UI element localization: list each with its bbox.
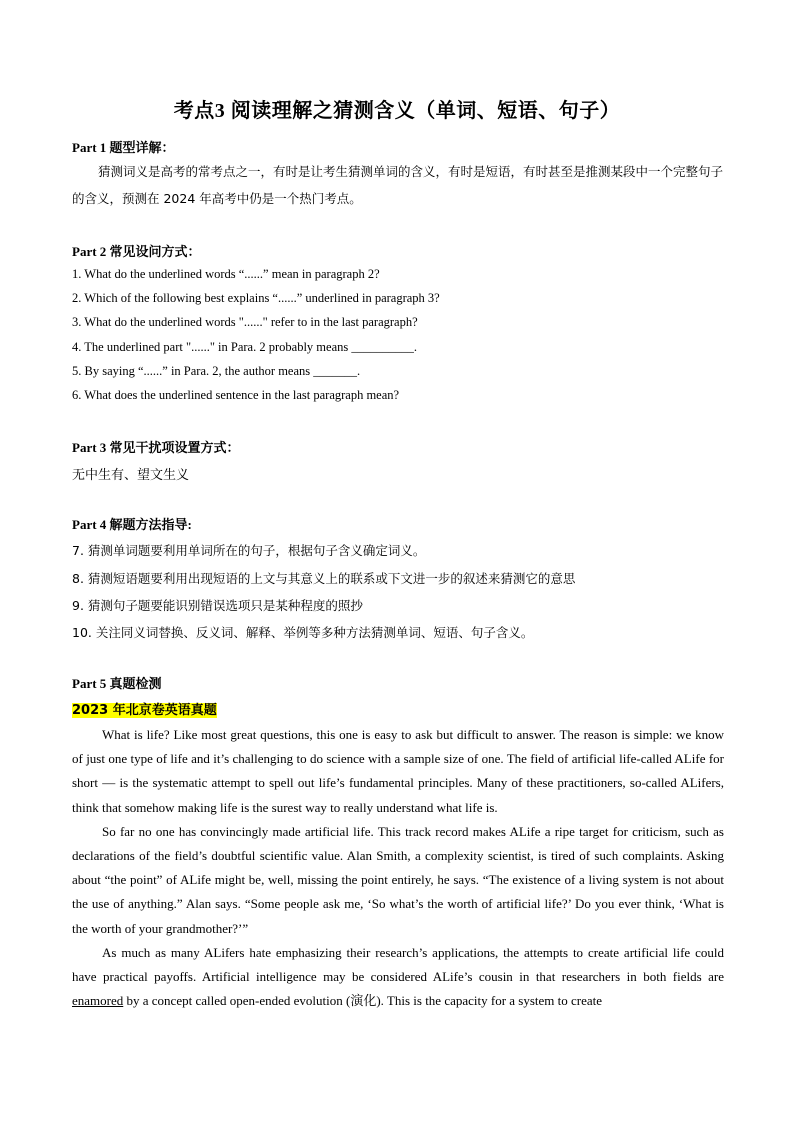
question-format-2: 2. Which of the following best explains “......” underlined in paragraph 3? <box>72 291 440 305</box>
underlined-word: enamored <box>72 993 124 1009</box>
document-title: 考点3 阅读理解之猜测含义（单词、短语、句子） <box>173 100 621 122</box>
question-format-5: 5. By saying “......” in Para. 2, the author means _______. <box>72 364 361 378</box>
part3-text: 无中生有、望文生义 <box>72 468 190 483</box>
paragraph-3-tail: by a concept called open-ended evolution (演化). This is the capacity for a system to create <box>123 993 603 1009</box>
question-format-6: 6. What does the underlined sentence in the last paragraph mean? <box>72 388 400 402</box>
question-format-3: 3. What do the underlined words "......" refer to in the last paragraph? <box>72 315 418 329</box>
highlighted-source: 2023 年北京卷英语真题 <box>72 703 217 718</box>
question-format-1: 1. What do the underlined words “......” mean in paragraph 2? <box>72 267 380 281</box>
reading-passage <box>72 723 724 1013</box>
passage-paragraph-1: What is life? Like most great questions, this one is easy to ask but difficult to answer. The reason is simple: we know of just one type of life and it’s challenging to do science with a sample size of one. The field of artificial life-called ALife for short — is the systematic attempt to spell out life’s fundamental principles. Many of these practitioners, so-called ALifers, think that somehow making life is the surest way to really understand what life is. <box>72 727 724 815</box>
part1-heading: Part 1 题型详解： <box>72 140 175 155</box>
paragraph-3-lead: As much as many ALifers hate emphasizing their research’s applications, the attempts to create artificial life could have practical payoffs. Artificial intelligence may be considered ALife’s cousin in that researchers in both fields are <box>72 944 724 985</box>
passage-paragraph-3 <box>72 941 724 1014</box>
passage-paragraph-2: So far no one has convincingly made artificial life. This track record makes ALife a ripe target for criticism, such as declarations of the field’s doubtful scientific value. Alan Smith, a complexity scientist, is tired of such complaints. Asking about “the point” of ALife might be, well, missing the point entirely, he says. “The existence of a living system is not about the use of anything.” Alan says. “Some people ask me, ‘So what’s the worth of artificial life?’ Do you ever think, ‘What is the worth of your grandmother?’” <box>72 823 724 936</box>
part1-text <box>72 158 724 212</box>
part4-heading: Part 4 解题方法指导: <box>72 517 192 532</box>
part3-heading: Part 3 常见干扰项设置方式： <box>72 440 240 455</box>
method-tip-10: 10. 关注同义词替换、反义词、解释、举例等多种方法猜测单词、短语、句子含义。 <box>72 625 534 640</box>
method-tip-9: 9. 猜测句子题要能识别错误选项只是某种程度的照抄 <box>72 598 363 613</box>
exam-source-label <box>72 699 217 718</box>
method-tip-7: 7. 猜测单词题要利用单词所在的句子，根据句子含义确定词义。 <box>72 543 426 558</box>
question-format-4: 4. The underlined part "......" in Para. 2 probably means __________. <box>72 340 417 354</box>
part2-heading: Part 2 常见设问方式： <box>72 244 201 259</box>
part5-heading: Part 5 真题检测 <box>72 676 162 691</box>
part1-paragraph: 猜测词义是高考的常考点之一，有时是让考生猜测单词的含义，有时是短语，有时甚至是推测某段中一个完整句子的含义，预测在 2024 年高考中仍是一个热门考点。 <box>72 164 724 206</box>
method-tip-8: 8. 猜测短语题要利用出现短语的上文与其意义上的联系或下文进一步的叙述来猜测它的意思 <box>72 571 576 586</box>
